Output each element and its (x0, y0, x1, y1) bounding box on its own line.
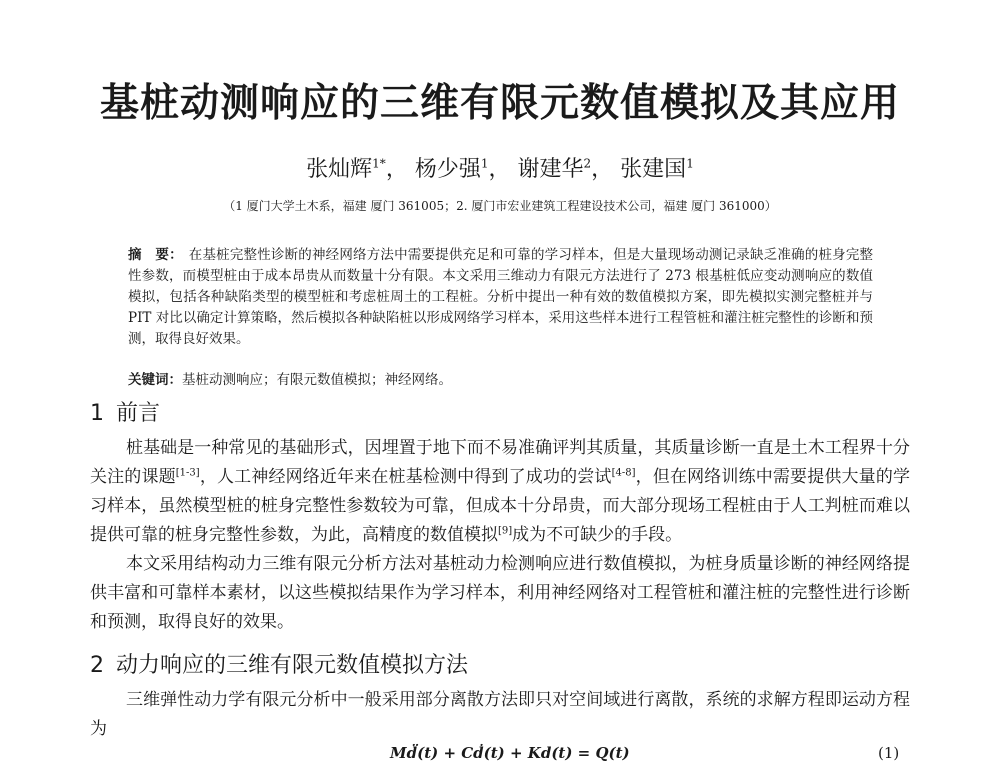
section-number: 2 (90, 653, 104, 678)
intro-paragraph-1 (90, 434, 910, 554)
section-title: 动力响应的三维有限元数值模拟方法 (116, 653, 469, 678)
section-heading-method (90, 648, 468, 679)
paragraph-text: 本文采用结构动力三维有限元分析方法对基桩动力检测响应进行数值模拟，为桩身质量诊断的神经网络提供丰富和可靠样本素材，以这些模拟结果作为学习样本，利用神经网络对工程管桩和灌注桩的完整性进行诊断和预测，取得良好的效果。 (90, 554, 910, 632)
abstract-text: 在基桩完整性诊断的神经网络方法中需要提供充足和可靠的学习样本，但是大量现场动测记录缺乏准确的桩身完整性参数，而模型桩由于成本昂贵从而数量十分有限。本文采用三维动力有限元方法进行了 273 根基桩低应变动测响应的数值模拟，包括各种缺陷类型的模型桩和考虑桩周土的工程桩。分析中提出一种有效的数值模拟方案，即先模拟实测完整桩并与 PIT 对比以确定计算策略，然后模拟各种缺陷桩以形成网络学习样本，采用这些样本进行工程管桩和灌注桩完整性的诊断和预测，取得良好效果。 (128, 247, 874, 347)
keywords (128, 370, 873, 391)
intro-paragraph-2 (90, 550, 910, 640)
section-heading-introduction (90, 396, 160, 427)
section-title: 前言 (116, 401, 161, 426)
equation-number: (1) (878, 744, 900, 762)
author-affil-mark: 1 (480, 156, 489, 171)
abstract (128, 245, 873, 350)
citation-ref: [1-3] (175, 467, 200, 479)
paragraph-text: 三维弹性动力学有限元分析中一般采用部分离散方法即只对空间域进行离散，系统的求解方程即运动方程为 (90, 690, 910, 739)
keywords-text: 基桩动测响应；有限元数值模拟；神经网络。 (182, 372, 452, 388)
method-paragraph-1 (90, 686, 910, 746)
author-affil-mark: 1* (372, 156, 386, 171)
paragraph-text: ，但在网络训练中需要提供大量的学习样本，虽然模型桩的桩身完整性参数较为可靠，但成本十分昂贵，而大部分现场工程桩由于人工判桩而难以提供可靠的桩身完整性参数，为此，高精度的数值模拟 (90, 467, 910, 545)
equation-motion: Md̈(t) + Cḋ(t) + Kd(t) = Q(t) (390, 744, 630, 762)
author-separator: ， (591, 157, 614, 182)
paragraph-text: 桩基础是一种常见的基础形式，因埋置于地下而不易准确评判其质量，其质量诊断一直是土木工程界十分关注的课题 (90, 438, 910, 487)
author-affil-mark: 2 (583, 156, 592, 171)
author-list (0, 152, 1000, 183)
paragraph-text: 成为不可缺少的手段。 (512, 525, 683, 545)
section-number: 1 (90, 401, 104, 426)
paper-title: 基桩动测响应的三维有限元数值模拟及其应用 (99, 81, 900, 126)
keywords-label: 关键词： (128, 372, 182, 388)
citation-ref: [4-8] (611, 467, 636, 479)
author-name: 张建国 (620, 157, 687, 182)
affiliation: （1 厦门大学土木系，福建 厦门 361005；2. 厦门市宏业建筑工程建设技术公司，福建 厦门 361000） (223, 199, 777, 213)
citation-ref: [9] (498, 525, 513, 537)
author-separator: ， (385, 157, 408, 182)
paragraph-text: ，人工神经网络近年来在桩基检测中得到了成功的尝试 (199, 467, 612, 487)
author-affil-mark: 1 (686, 156, 694, 171)
author-separator: ， (488, 157, 511, 182)
author-name: 张灿辉 (306, 157, 373, 182)
abstract-label: 摘 要： (128, 247, 183, 263)
author-name: 谢建华 (517, 157, 584, 182)
author-name: 杨少强 (414, 157, 481, 182)
